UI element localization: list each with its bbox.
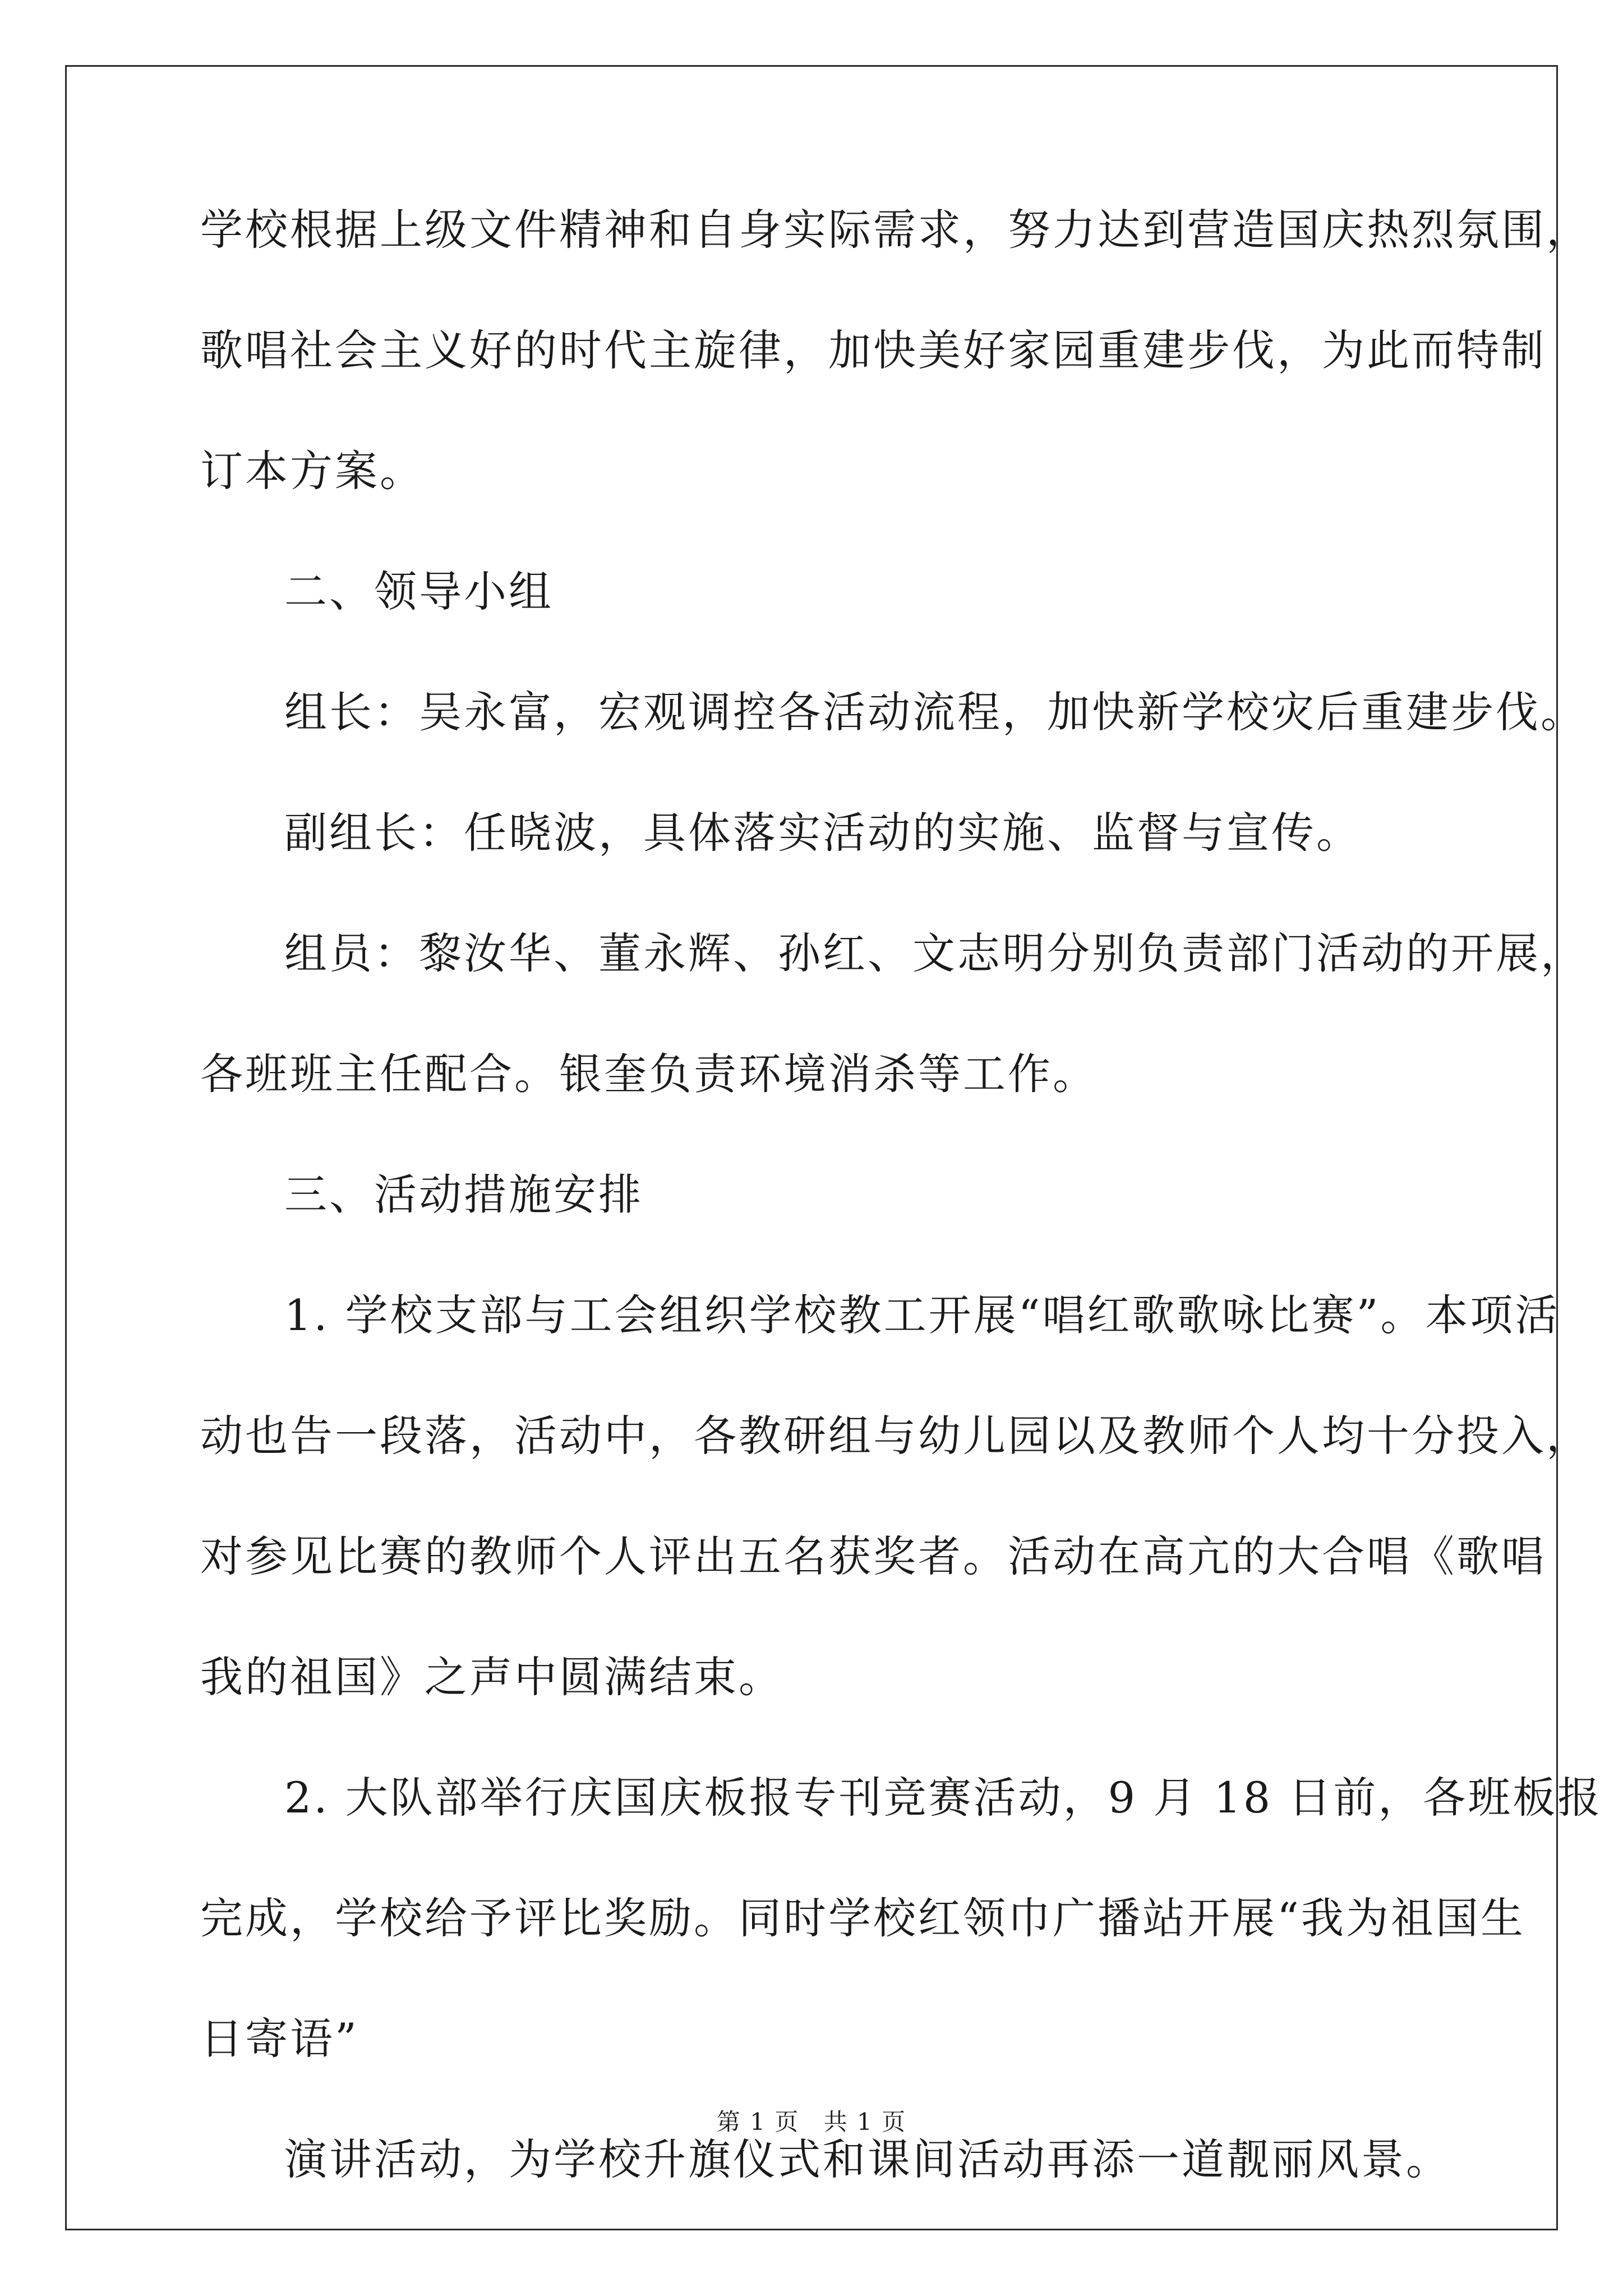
paragraph-line: 歌唱社会主义好的时代主旋律，加快美好家园重建步伐，为此而特制 bbox=[200, 325, 1546, 375]
paragraph-line: 组长：吴永富，宏观调控各活动流程，加快新学校灾后重建步伐。 bbox=[284, 687, 1585, 737]
paragraph-line: 订本方案。 bbox=[200, 446, 425, 496]
paragraph-line: 动也告一段落，活动中，各教研组与幼儿园以及教师个人均十分投入， bbox=[200, 1411, 1591, 1461]
page-count: 共 1 页 bbox=[823, 2108, 907, 2136]
paragraph-line: 各班班主任配合。银奎负责环境消杀等工作。 bbox=[200, 1049, 1098, 1099]
paragraph-line: 学校根据上级文件精神和自身实际需求，努力达到营造国庆热烈氛围， bbox=[200, 205, 1591, 255]
page-number: 第 1 页 bbox=[716, 2108, 800, 2136]
section-heading: 三、活动措施安排 bbox=[284, 1170, 643, 1220]
paragraph-line: 1. 学校支部与工会组织学校教工开展“唱红歌歌咏比赛”。本项活 bbox=[284, 1290, 1560, 1340]
paragraph-line: 副组长：任晓波，具体落实活动的实施、监督与宣传。 bbox=[284, 808, 1361, 858]
paragraph-line: 组员：黎汝华、董永辉、孙红、文志明分别负责部门活动的开展， bbox=[284, 928, 1585, 978]
page-footer bbox=[0, 2104, 1623, 2137]
section-heading: 二、领导小组 bbox=[284, 567, 554, 616]
paragraph-line: 完成，学校给予评比奖励。同时学校红领巾广播站开展“我为祖国生 bbox=[200, 1893, 1525, 1943]
paragraph-line: 日寄语” bbox=[200, 2014, 359, 2064]
paragraph-line: 我的祖国》之声中圆满结束。 bbox=[200, 1652, 783, 1702]
paragraph-line: 演讲活动，为学校升旗仪式和课间活动再添一道靓丽风景。 bbox=[284, 2134, 1451, 2184]
paragraph-line: 2. 大队部举行庆国庆板报专刊竞赛活动，9 月 18 日前，各班板报 bbox=[284, 1773, 1603, 1823]
paragraph-line: 对参见比赛的教师个人评出五名获奖者。活动在高亢的大合唱《歌唱 bbox=[200, 1531, 1546, 1581]
